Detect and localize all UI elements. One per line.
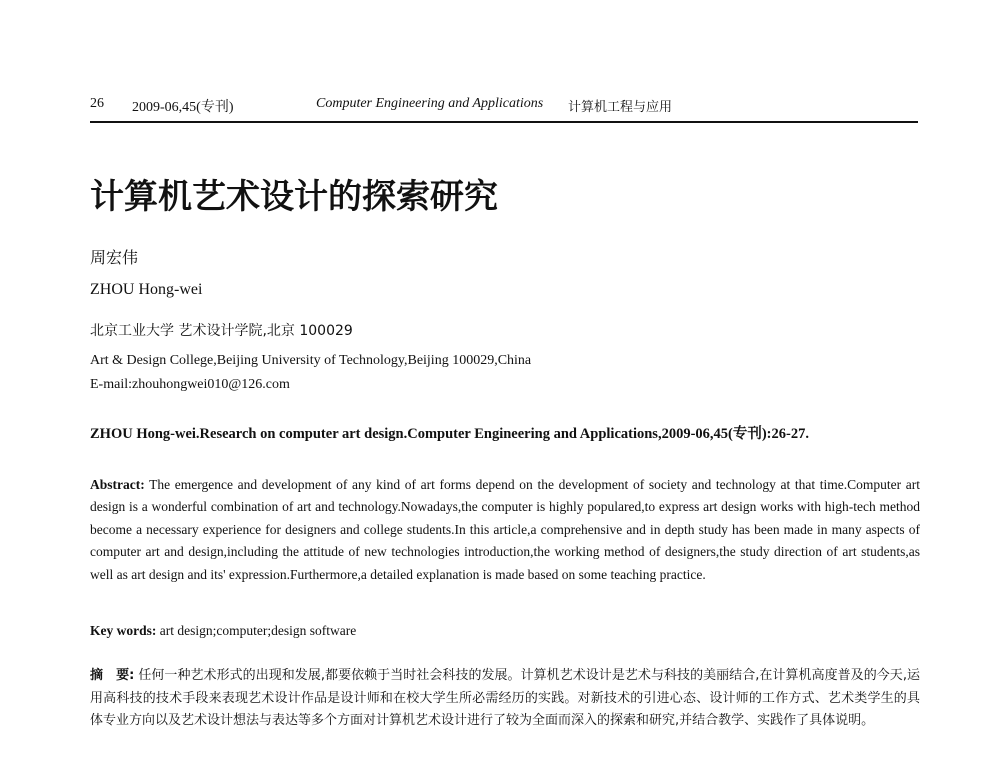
- header-journal-en: Computer Engineering and Applications: [316, 96, 544, 111]
- abstract-cn-label: 摘 要:: [90, 668, 135, 683]
- abstract-label: Abstract:: [90, 477, 145, 492]
- keywords-text: art design;computer;design software: [159, 623, 357, 638]
- running-header: [90, 96, 918, 118]
- header-page-number: 26: [90, 96, 104, 111]
- abstract-text: The emergence and development of any kind of art forms depend on the development of society and technology at that time.Computer art design is a wonderful combination of art and technology.Nowadays,the computer is highly populared,to express art design works with high-tech method become a necessary experience for designers and college students.In this article,a comprehensive and in depth study has been made in many aspects of computer art and design,including the attitude of new technologies introduction,the working method of designers,the study direction of art students,as well as art design and its' expression.Furthermore,a detailed explanation is made based on some teaching practice.: [90, 477, 920, 582]
- header-rule: [90, 121, 918, 123]
- citation-line: ZHOU Hong-wei.Research on computer art design.Computer Engineering and Applications,2009-06,45(专刊):26-27.: [90, 426, 809, 442]
- affiliation-en: Art & Design College,Beijing University of Technology,Beijing 100029,China: [90, 353, 532, 368]
- abstract-cn: [90, 665, 920, 733]
- article-title: 计算机艺术设计的探索研究: [90, 177, 498, 217]
- keywords-en: [90, 621, 356, 641]
- author-name-cn: 周宏伟: [90, 248, 139, 267]
- author-name-en: ZHOU Hong-wei: [90, 281, 203, 298]
- keywords-label: Key words:: [90, 623, 157, 638]
- author-email: E-mail:zhouhongwei010@126.com: [90, 377, 290, 392]
- header-issue: 2009-06,45(专刊): [132, 100, 234, 115]
- affiliation-cn: 北京工业大学 艺术设计学院,北京 100029: [90, 323, 353, 339]
- abstract-cn-text: 任何一种艺术形式的出现和发展,都要依赖于当时社会科技的发展。计算机艺术设计是艺术与科技的美丽结合,在计算机高度普及的今天,运用高科技的技术手段来表现艺术设计作品是设计师和在校大学生所必需经历的实践。对新技术的引进心态、设计师的工作方式、艺术类学生的具体专业方向以及艺术设计想法与表达等多个方面对计算机艺术设计进行了较为全面而深入的探索和研究,并结合教学、实践作了具体说明。: [90, 668, 920, 728]
- header-journal-cn: 计算机工程与应用: [568, 100, 673, 115]
- abstract-en: [90, 474, 920, 586]
